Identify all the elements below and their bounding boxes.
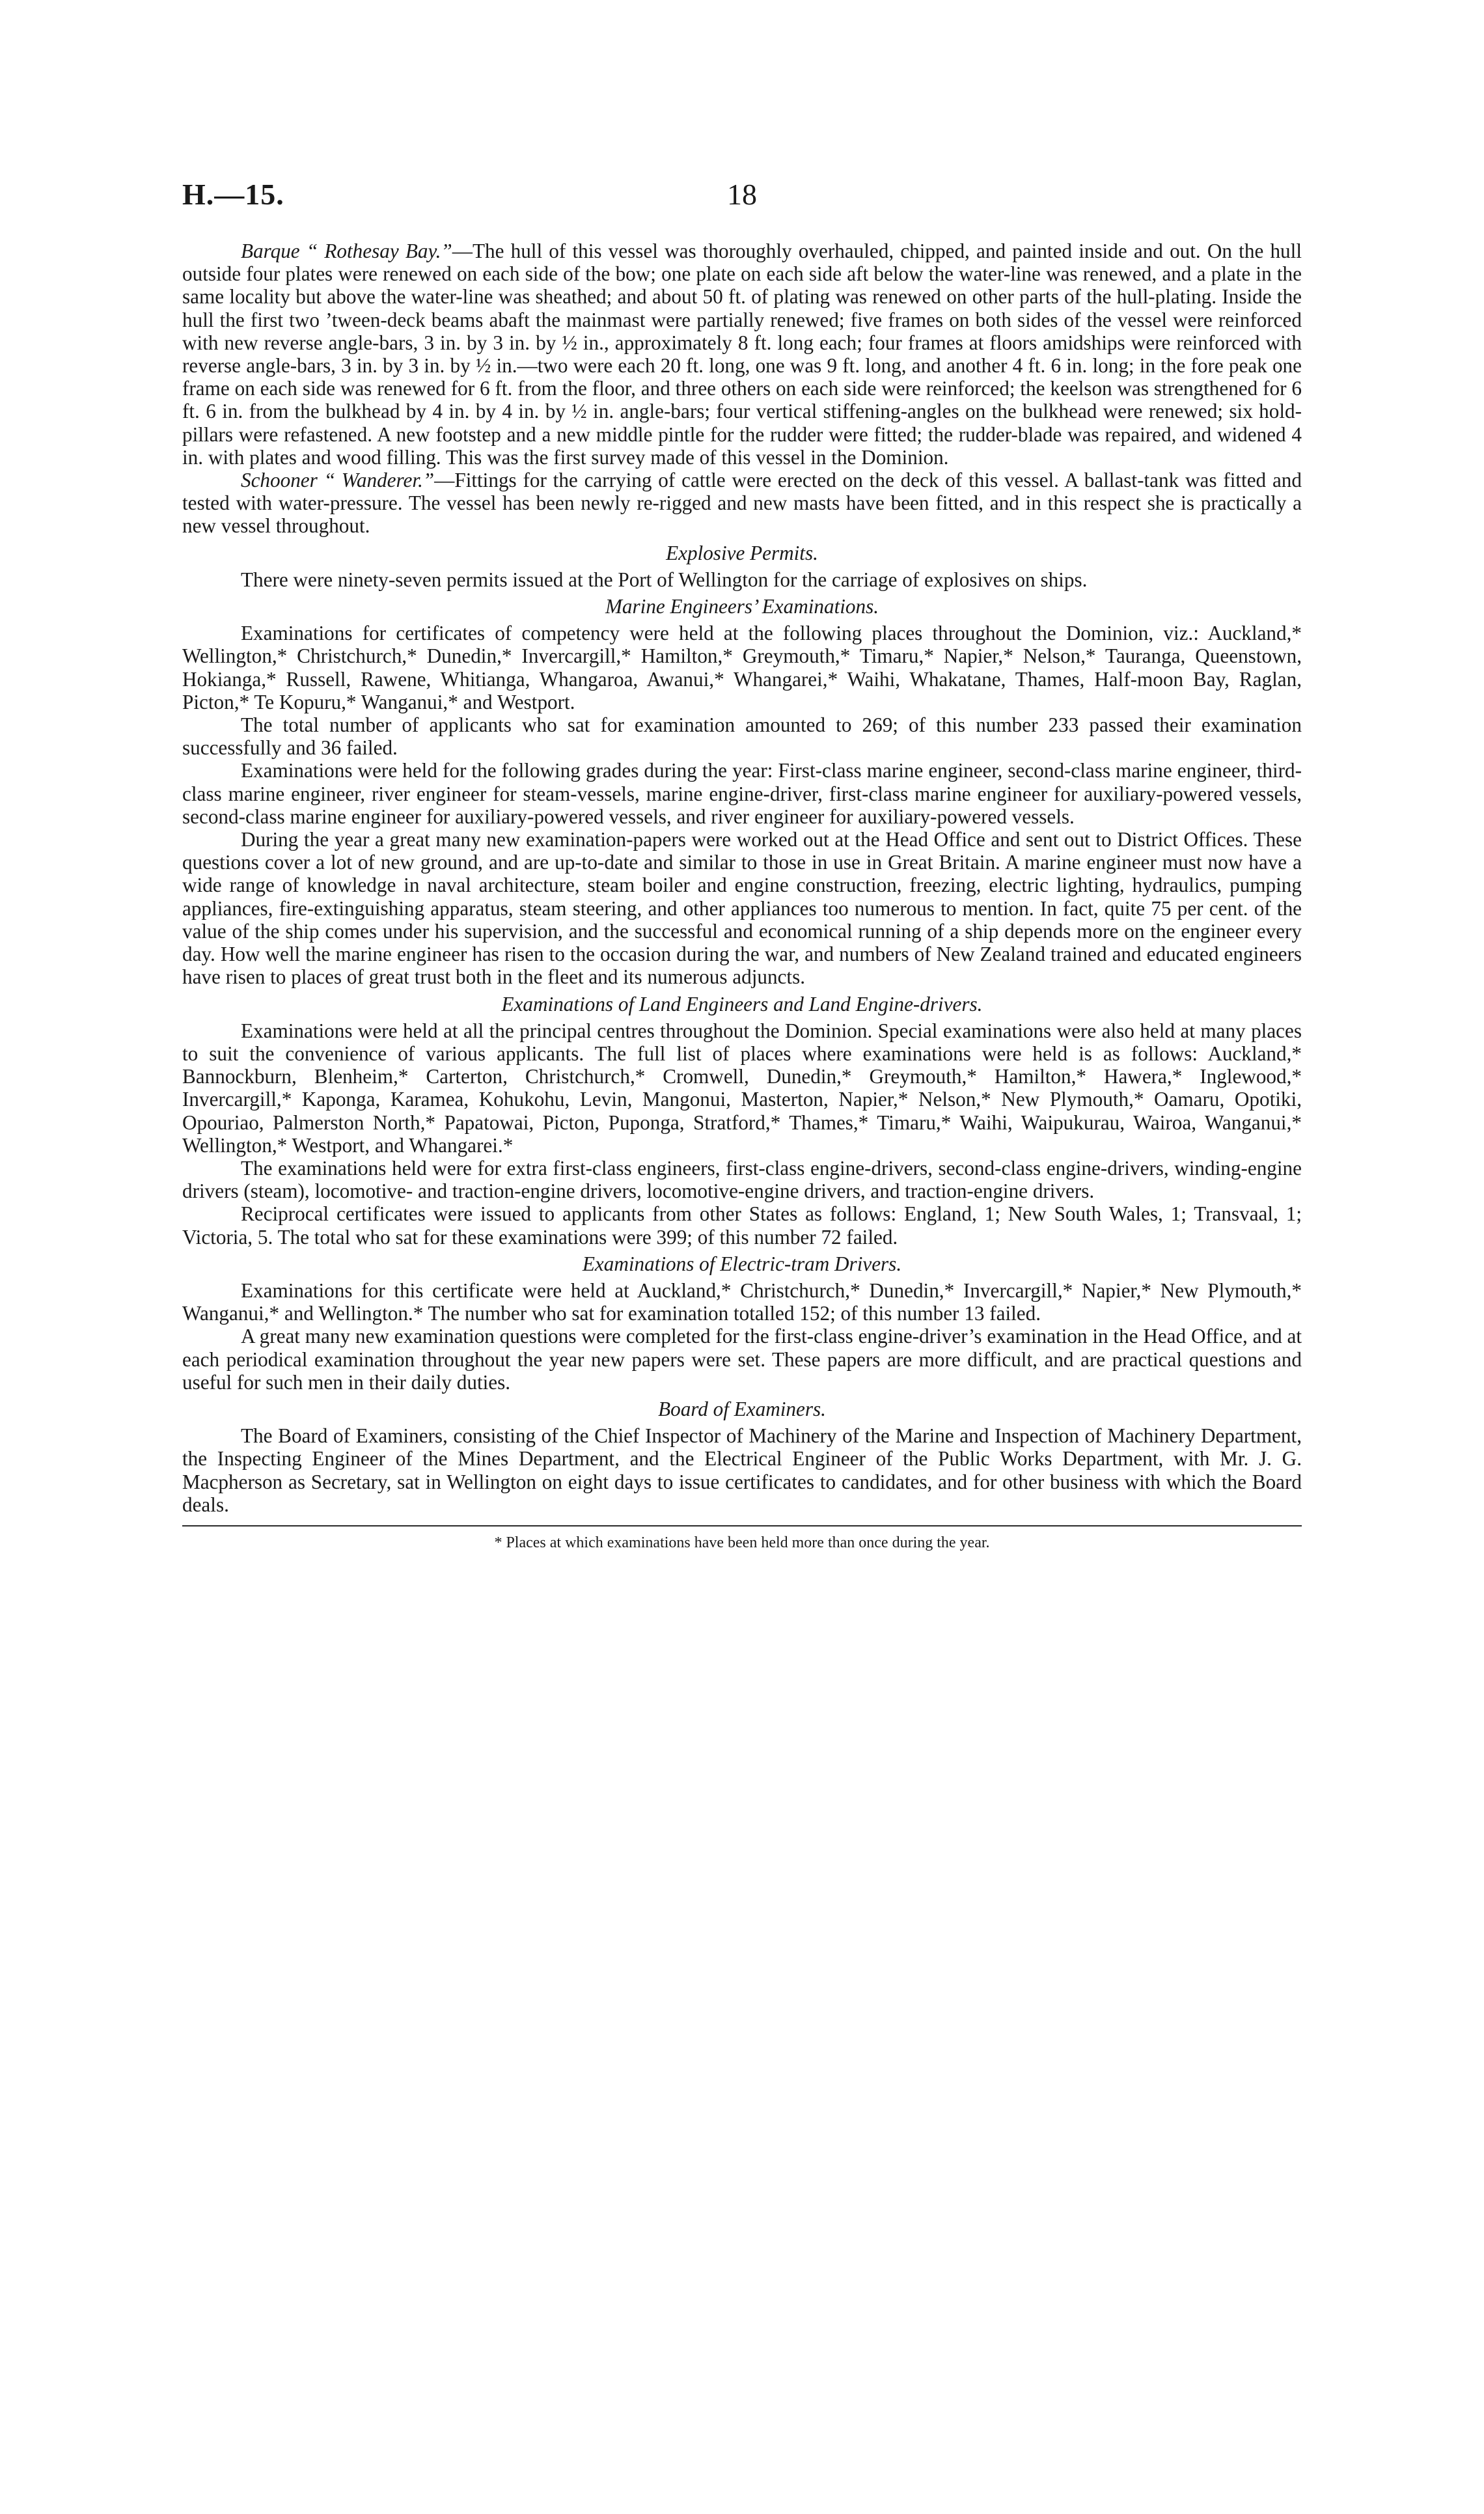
heading-land-engineers: Examinations of Land Engineers and Land Engine-drivers.: [501, 992, 983, 1015]
heading-explosive-permits: Explosive Permits.: [666, 541, 818, 564]
heading-board-of-examiners: Board of Examiners.: [658, 1397, 826, 1420]
paragraph-explosive-permits: There were ninety-seven permits issued at the Port of Wellington for the carriage of explosives on ships.: [241, 568, 1088, 591]
page-number: 18: [727, 178, 757, 211]
paragraph-tram-places: Examinations for this certificate were held at Auckland,* Christchurch,* Dunedin,* Invercargill,* Napier,* New Plymouth,* Wanganui,* and Wellington.* The number who sat for examination totalled 152; of this number 13 failed.: [182, 1278, 1302, 1325]
paragraph-rothesay-bay: [182, 240, 1302, 469]
paragraph-land-places: Examinations were held at all the principal centres throughout the Dominion. Special examinations were also held at many places to suit the convenience of various applicants. The full list of places where examinations were held is as follows: Auckland,* Bannockburn, Blenheim,* Carterton, Christchurch,* Cromwell, Dunedin,* Greymouth,* Hamilton,* Hawera,* Inglewood,* Invercargill,* Kaponga, Karamea, Kohukohu, Levin, Mangonui, Masterton, Napier,* Nelson,* New Plymouth,* Oamaru, Opotiki, Opouriao, Palmerston North,* Papatowai, Picton, Puponga, Stratford,* Thames,* Timaru,* Waihi, Waipukurau, Wairoa, Wanganui,* Wellington,* Westport, and Whangarei.*: [182, 1019, 1302, 1157]
footnote: * Places at which examinations have been held more than once during the year.: [494, 1534, 990, 1551]
paragraph-land-grades: The examinations held were for extra first-class engineers, first-class engine-drivers, second-class engine-drivers, winding-engine drivers (steam), locomotive- and traction-engine drivers, locomotive-engine drivers, and traction-engine drivers.: [182, 1156, 1302, 1203]
paragraph-wanderer: [182, 469, 1302, 538]
heading-marine-engineers: Marine Engineers’ Examinations.: [605, 595, 879, 618]
paragraph-board: The Board of Examiners, consisting of the Chief Inspector of Machinery of the Marine and Inspection of Machinery Department, the Inspecting Engineer of the Mines Department, and the Electrical Engineer of the Public Works Department, with Mr. J. G. Macpherson as Secretary, sat in Wellington on eight days to issue certificates to candidates, and for other business with which the Board deals.: [182, 1424, 1302, 1516]
heading-electric-tram: Examinations of Electric-tram Drivers.: [582, 1252, 902, 1275]
paragraph-marine-totals: The total number of applicants who sat for examination amounted to 269; of this number 233 passed their examination successfully and 36 failed.: [182, 713, 1302, 760]
footnote-divider: [182, 1525, 1302, 1526]
rothesay-bay-text: —The hull of this vessel was thoroughly overhauled, chipped, and painted inside and out. On the hull outside four plates were renewed on each side of the bow; one plate on each side aft below the water-line was renewed, and a plate in the same locality but above the water-line was sheathed; and about 50 ft. of plating was renewed on other parts of the hull-plating. Inside the hull the first two ’tween-deck beams abaft the mainmast were partially renewed; five frames on both sides of the vessel were reinforced with new reverse angle-bars, 3 in. by 3 in. by ½ in., approximately 8 ft. long each; four frames at floors amidships were reinforced with reverse angle-bars, 3 in. by 3 in. by ½ in.—two were each 20 ft. long, one was 9 ft. long, and another 4 ft. 6 in. long; in the fore peak one frame on each side was renewed for 6 ft. from the floor, and three others on each side were reinforced; the keelson was strengthened for 6 ft. 6 in. from the bulkhead by 4 in. by 4 in. by ½ in. angle-bars; four vertical stiffening-angles on the bulkhead were renewed; six hold-pillars were refastened. A new footstep and a new middle pintle for the rudder were fitted; the rudder-blade was repaired, and widened 4 in. with plates and wood filling. This was the first survey made of this vessel in the Dominion.: [182, 240, 1302, 469]
vessel-name-wanderer: Schooner “ Wanderer.”: [241, 469, 435, 492]
page-header: [182, 177, 1302, 223]
wanderer-text: —Fittings for the carrying of cattle were erected on the deck of this vessel. A ballast-tank was fitted and tested with water-pressure. The vessel has been newly re-rigged and new masts have been fitted, and in this respect she is practically a new vessel throughout.: [182, 469, 1302, 538]
paragraph-marine-grades: Examinations were held for the following grades during the year: First-class marine engineer, second-class marine engineer, third-class marine engineer, river engineer for steam-vessels, marine engine-driver, first-class marine engineer for auxiliary-powered vessels, second-class marine engineer for auxiliary-powered vessels, and river engineer for auxiliary-powered vessels.: [182, 759, 1302, 828]
paragraph-marine-places: Examinations for certificates of competency were held at the following places throughout the Dominion, viz.: Auckland,* Wellington,* Christchurch,* Dunedin,* Invercargill,* Hamilton,* Greymouth,* Timaru,* Napier,* Nelson,* Tauranga, Queenstown, Hokianga,* Russell, Rawene, Whitianga, Whangaroa, Awanui,* Whangarei,* Waihi, Whakatane, Thames, Half-moon Bay, Raglan, Picton,* Te Kopuru,* Wanganui,* and Westport.: [182, 622, 1302, 713]
page-body: [182, 240, 1302, 1553]
paragraph-marine-papers: During the year a great many new examination-papers were worked out at the Head Office and sent out to District Offices. These questions cover a lot of new ground, and are up-to-date and similar to those in use in Great Britain. A marine engineer must now have a wide range of knowledge in naval architecture, steam boiler and engine construction, freezing, electric lighting, hydraulics, pumping appliances, fire-extinguishing apparatus, steam steering, and other appliances too numerous to mention. In fact, quite 75 per cent. of the value of the ship comes under his supervision, and the successful and economical running of a ship depends more on the engineer every day. How well the marine engineer has risen to the occasion during the war, and numbers of New Zealand trained and educated engineers have risen to places of great trust both in the fleet and its numerous adjuncts.: [182, 828, 1302, 989]
paragraph-tram-questions: A great many new examination questions were completed for the first-class engine-driver’s examination in the Head Office, and at each periodical examination throughout the year new papers were set. These papers are more difficult, and are practical questions and useful for such men in their daily duties.: [182, 1325, 1302, 1394]
paragraph-land-reciprocal: Reciprocal certificates were issued to applicants from other States as follows: England, 1; New South Wales, 1; Transvaal, 1; Victoria, 5. The total who sat for these examinations were 399; of this number 72 failed.: [182, 1202, 1302, 1249]
vessel-name-rothesay-bay: Barque “ Rothesay Bay.”: [241, 240, 452, 262]
document-id: H.—15.: [182, 178, 284, 211]
